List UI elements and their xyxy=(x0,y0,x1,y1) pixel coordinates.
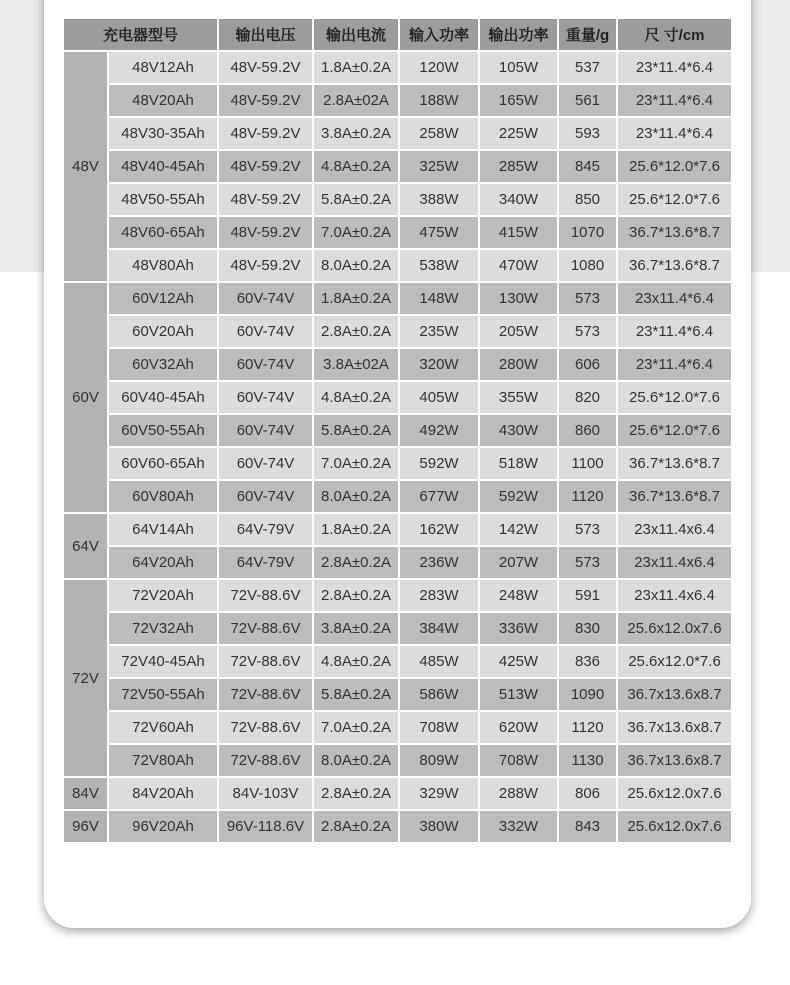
cell-output-power: 207W xyxy=(479,546,558,579)
cell-output-power: 620W xyxy=(479,711,558,744)
cell-weight: 573 xyxy=(558,513,617,546)
cell-model: 96V20Ah xyxy=(108,810,218,843)
table-row xyxy=(63,447,732,480)
cell-model: 60V40-45Ah xyxy=(108,381,218,414)
cell-size: 23*11.4*6.4 xyxy=(617,315,732,348)
cell-output-voltage: 48V-59.2V xyxy=(218,117,313,150)
cell-model: 60V50-55Ah xyxy=(108,414,218,447)
cell-model: 84V20Ah xyxy=(108,777,218,810)
cell-input-power: 677W xyxy=(399,480,479,513)
cell-output-power: 340W xyxy=(479,183,558,216)
cell-size: 36.7x13.6x8.7 xyxy=(617,744,732,777)
cell-weight: 845 xyxy=(558,150,617,183)
cell-output-current: 2.8A±0.2A xyxy=(313,579,399,612)
cell-output-power: 105W xyxy=(479,51,558,84)
cell-output-power: 513W xyxy=(479,678,558,711)
cell-output-current: 3.8A±02A xyxy=(313,348,399,381)
cell-output-voltage: 72V-88.6V xyxy=(218,744,313,777)
cell-weight: 573 xyxy=(558,315,617,348)
cell-input-power: 538W xyxy=(399,249,479,282)
cell-model: 48V40-45Ah xyxy=(108,150,218,183)
table-row xyxy=(63,315,732,348)
table-row xyxy=(63,711,732,744)
table-row xyxy=(63,381,732,414)
cell-model: 60V12Ah xyxy=(108,282,218,315)
table-row xyxy=(63,480,732,513)
cell-input-power: 405W xyxy=(399,381,479,414)
cell-output-current: 2.8A±0.2A xyxy=(313,546,399,579)
table-row xyxy=(63,777,732,810)
cell-model: 72V40-45Ah xyxy=(108,645,218,678)
cell-output-power: 430W xyxy=(479,414,558,447)
cell-model: 64V20Ah xyxy=(108,546,218,579)
cell-weight: 1120 xyxy=(558,480,617,513)
cell-size: 23x11.4x6.4 xyxy=(617,579,732,612)
header-output-power: 输出功率 xyxy=(479,18,558,51)
cell-size: 23*11.4*6.4 xyxy=(617,348,732,381)
cell-output-voltage: 48V-59.2V xyxy=(218,183,313,216)
cell-input-power: 162W xyxy=(399,513,479,546)
cell-weight: 591 xyxy=(558,579,617,612)
cell-model: 48V50-55Ah xyxy=(108,183,218,216)
header-row xyxy=(63,18,732,51)
cell-output-voltage: 72V-88.6V xyxy=(218,711,313,744)
cell-output-power: 280W xyxy=(479,348,558,381)
voltage-group-label: 72V xyxy=(63,579,108,777)
spec-table-body xyxy=(63,51,732,843)
cell-output-power: 425W xyxy=(479,645,558,678)
table-row xyxy=(63,348,732,381)
cell-output-current: 8.0A±0.2A xyxy=(313,480,399,513)
cell-input-power: 236W xyxy=(399,546,479,579)
cell-weight: 820 xyxy=(558,381,617,414)
table-row xyxy=(63,678,732,711)
cell-output-power: 332W xyxy=(479,810,558,843)
cell-input-power: 235W xyxy=(399,315,479,348)
cell-model: 60V32Ah xyxy=(108,348,218,381)
table-row xyxy=(63,216,732,249)
cell-weight: 1130 xyxy=(558,744,617,777)
cell-output-power: 708W xyxy=(479,744,558,777)
cell-output-current: 8.0A±0.2A xyxy=(313,249,399,282)
cell-output-power: 285W xyxy=(479,150,558,183)
cell-output-current: 8.0A±0.2A xyxy=(313,744,399,777)
cell-output-current: 5.8A±0.2A xyxy=(313,183,399,216)
voltage-group-label: 48V xyxy=(63,51,108,282)
cell-weight: 1080 xyxy=(558,249,617,282)
header-weight: 重量/g xyxy=(558,18,617,51)
cell-size: 36.7*13.6*8.7 xyxy=(617,480,732,513)
cell-output-power: 355W xyxy=(479,381,558,414)
cell-weight: 573 xyxy=(558,282,617,315)
cell-size: 36.7x13.6x8.7 xyxy=(617,711,732,744)
cell-input-power: 492W xyxy=(399,414,479,447)
cell-weight: 1100 xyxy=(558,447,617,480)
cell-size: 25.6*12.0*7.6 xyxy=(617,414,732,447)
cell-output-current: 7.0A±0.2A xyxy=(313,447,399,480)
cell-output-power: 225W xyxy=(479,117,558,150)
cell-size: 23*11.4*6.4 xyxy=(617,51,732,84)
cell-output-voltage: 48V-59.2V xyxy=(218,216,313,249)
cell-model: 48V80Ah xyxy=(108,249,218,282)
cell-input-power: 320W xyxy=(399,348,479,381)
cell-output-power: 415W xyxy=(479,216,558,249)
header-output-current: 输出电流 xyxy=(313,18,399,51)
cell-size: 25.6x12.0x7.6 xyxy=(617,810,732,843)
cell-weight: 860 xyxy=(558,414,617,447)
table-row xyxy=(63,612,732,645)
cell-weight: 830 xyxy=(558,612,617,645)
table-row xyxy=(63,810,732,843)
cell-input-power: 283W xyxy=(399,579,479,612)
cell-input-power: 380W xyxy=(399,810,479,843)
cell-output-power: 518W xyxy=(479,447,558,480)
cell-size: 36.7*13.6*8.7 xyxy=(617,216,732,249)
cell-output-current: 5.8A±0.2A xyxy=(313,414,399,447)
cell-size: 36.7x13.6x8.7 xyxy=(617,678,732,711)
cell-output-voltage: 48V-59.2V xyxy=(218,249,313,282)
cell-output-power: 165W xyxy=(479,84,558,117)
cell-output-current: 3.8A±0.2A xyxy=(313,117,399,150)
cell-weight: 606 xyxy=(558,348,617,381)
cell-input-power: 188W xyxy=(399,84,479,117)
cell-output-current: 7.0A±0.2A xyxy=(313,216,399,249)
cell-size: 25.6*12.0*7.6 xyxy=(617,381,732,414)
table-row xyxy=(63,414,732,447)
cell-input-power: 485W xyxy=(399,645,479,678)
cell-input-power: 148W xyxy=(399,282,479,315)
cell-input-power: 120W xyxy=(399,51,479,84)
cell-output-current: 2.8A±0.2A xyxy=(313,315,399,348)
cell-model: 72V20Ah xyxy=(108,579,218,612)
cell-weight: 806 xyxy=(558,777,617,810)
cell-input-power: 388W xyxy=(399,183,479,216)
cell-size: 25.6x12.0x7.6 xyxy=(617,777,732,810)
table-row xyxy=(63,546,732,579)
table-row xyxy=(63,117,732,150)
cell-output-voltage: 64V-79V xyxy=(218,546,313,579)
cell-weight: 593 xyxy=(558,117,617,150)
cell-output-voltage: 60V-74V xyxy=(218,315,313,348)
cell-size: 23x11.4x6.4 xyxy=(617,513,732,546)
cell-model: 60V20Ah xyxy=(108,315,218,348)
cell-output-power: 130W xyxy=(479,282,558,315)
table-row xyxy=(63,249,732,282)
cell-model: 48V20Ah xyxy=(108,84,218,117)
cell-size: 25.6x12.0x7.6 xyxy=(617,612,732,645)
cell-input-power: 475W xyxy=(399,216,479,249)
cell-output-voltage: 64V-79V xyxy=(218,513,313,546)
voltage-group-label: 64V xyxy=(63,513,108,579)
table-row xyxy=(63,150,732,183)
table-row xyxy=(63,183,732,216)
cell-weight: 537 xyxy=(558,51,617,84)
cell-input-power: 586W xyxy=(399,678,479,711)
cell-output-current: 1.8A±0.2A xyxy=(313,51,399,84)
cell-output-current: 7.0A±0.2A xyxy=(313,711,399,744)
cell-input-power: 809W xyxy=(399,744,479,777)
cell-size: 25.6x12.0*7.6 xyxy=(617,645,732,678)
cell-output-current: 1.8A±0.2A xyxy=(313,513,399,546)
cell-output-voltage: 60V-74V xyxy=(218,282,313,315)
cell-weight: 561 xyxy=(558,84,617,117)
cell-weight: 850 xyxy=(558,183,617,216)
header-size: 尺 寸/cm xyxy=(617,18,732,51)
cell-input-power: 384W xyxy=(399,612,479,645)
cell-size: 36.7*13.6*8.7 xyxy=(617,447,732,480)
cell-model: 72V80Ah xyxy=(108,744,218,777)
voltage-group-label: 84V xyxy=(63,777,108,810)
cell-model: 64V14Ah xyxy=(108,513,218,546)
cell-size: 23*11.4*6.4 xyxy=(617,117,732,150)
cell-output-voltage: 60V-74V xyxy=(218,480,313,513)
cell-input-power: 592W xyxy=(399,447,479,480)
cell-output-voltage: 48V-59.2V xyxy=(218,84,313,117)
cell-output-power: 205W xyxy=(479,315,558,348)
cell-input-power: 708W xyxy=(399,711,479,744)
cell-weight: 573 xyxy=(558,546,617,579)
table-row xyxy=(63,645,732,678)
cell-output-voltage: 48V-59.2V xyxy=(218,150,313,183)
cell-output-current: 4.8A±0.2A xyxy=(313,150,399,183)
cell-model: 60V80Ah xyxy=(108,480,218,513)
cell-output-voltage: 96V-118.6V xyxy=(218,810,313,843)
cell-size: 25.6*12.0*7.6 xyxy=(617,150,732,183)
table-row xyxy=(63,282,732,315)
cell-model: 48V30-35Ah xyxy=(108,117,218,150)
cell-output-voltage: 72V-88.6V xyxy=(218,678,313,711)
cell-input-power: 329W xyxy=(399,777,479,810)
cell-output-voltage: 84V-103V xyxy=(218,777,313,810)
cell-weight: 1120 xyxy=(558,711,617,744)
table-row xyxy=(63,84,732,117)
cell-size: 36.7*13.6*8.7 xyxy=(617,249,732,282)
cell-output-voltage: 72V-88.6V xyxy=(218,612,313,645)
cell-size: 25.6*12.0*7.6 xyxy=(617,183,732,216)
table-row xyxy=(63,579,732,612)
cell-output-current: 4.8A±0.2A xyxy=(313,381,399,414)
cell-output-voltage: 48V-59.2V xyxy=(218,51,313,84)
table-row xyxy=(63,51,732,84)
cell-model: 48V60-65Ah xyxy=(108,216,218,249)
cell-input-power: 325W xyxy=(399,150,479,183)
cell-weight: 843 xyxy=(558,810,617,843)
cell-output-voltage: 60V-74V xyxy=(218,414,313,447)
cell-model: 72V60Ah xyxy=(108,711,218,744)
table-row xyxy=(63,744,732,777)
cell-output-power: 248W xyxy=(479,579,558,612)
cell-output-voltage: 60V-74V xyxy=(218,348,313,381)
voltage-group-label: 96V xyxy=(63,810,108,843)
cell-size: 23*11.4*6.4 xyxy=(617,84,732,117)
cell-output-power: 470W xyxy=(479,249,558,282)
cell-output-current: 2.8A±0.2A xyxy=(313,777,399,810)
cell-output-voltage: 60V-74V xyxy=(218,381,313,414)
cell-weight: 1090 xyxy=(558,678,617,711)
table-row xyxy=(63,513,732,546)
cell-model: 72V50-55Ah xyxy=(108,678,218,711)
cell-weight: 1070 xyxy=(558,216,617,249)
cell-output-power: 336W xyxy=(479,612,558,645)
cell-size: 23x11.4x6.4 xyxy=(617,546,732,579)
cell-output-power: 142W xyxy=(479,513,558,546)
cell-model: 60V60-65Ah xyxy=(108,447,218,480)
header-output-voltage: 输出电压 xyxy=(218,18,313,51)
cell-weight: 836 xyxy=(558,645,617,678)
header-input-power: 输入功率 xyxy=(399,18,479,51)
cell-output-voltage: 72V-88.6V xyxy=(218,579,313,612)
cell-output-current: 2.8A±02A xyxy=(313,84,399,117)
cell-model: 72V32Ah xyxy=(108,612,218,645)
cell-output-power: 592W xyxy=(479,480,558,513)
cell-output-current: 5.8A±0.2A xyxy=(313,678,399,711)
cell-output-current: 3.8A±0.2A xyxy=(313,612,399,645)
charger-spec-table xyxy=(62,17,733,844)
cell-output-current: 1.8A±0.2A xyxy=(313,282,399,315)
voltage-group-label: 60V xyxy=(63,282,108,513)
header-model: 充电器型号 xyxy=(63,18,218,51)
cell-output-voltage: 60V-74V xyxy=(218,447,313,480)
cell-input-power: 258W xyxy=(399,117,479,150)
cell-model: 48V12Ah xyxy=(108,51,218,84)
cell-output-current: 2.8A±0.2A xyxy=(313,810,399,843)
cell-output-power: 288W xyxy=(479,777,558,810)
cell-size: 23x11.4*6.4 xyxy=(617,282,732,315)
cell-output-voltage: 72V-88.6V xyxy=(218,645,313,678)
cell-output-current: 4.8A±0.2A xyxy=(313,645,399,678)
